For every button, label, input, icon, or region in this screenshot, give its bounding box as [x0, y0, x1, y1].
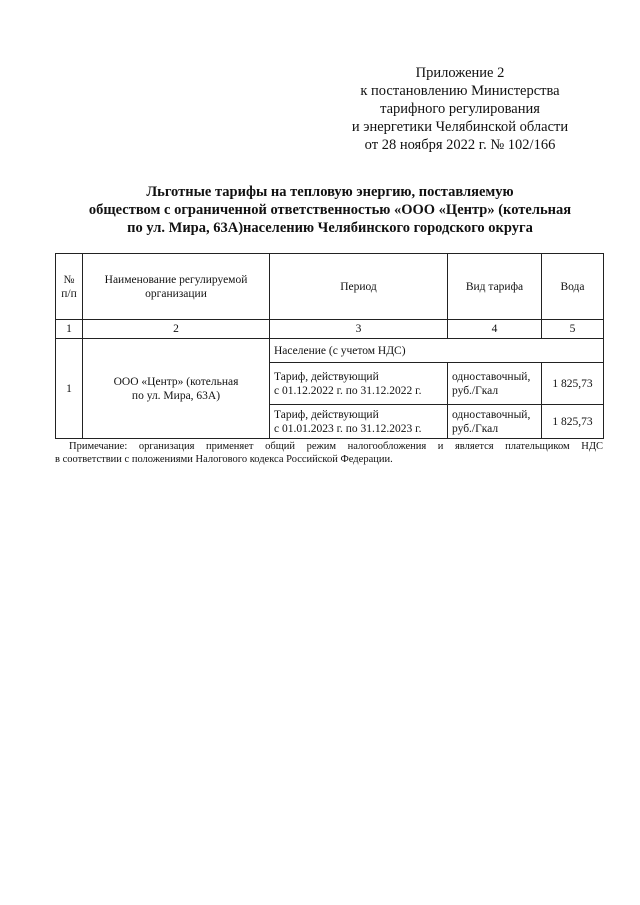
column-number: 2 — [83, 320, 270, 339]
organization-name: ООО «Центр» (котельная по ул. Мира, 63А) — [83, 339, 270, 439]
appendix-line: тарифного регулирования — [380, 101, 540, 117]
tariff-table — [55, 253, 604, 439]
footnote-line: в соответствии с положениями Налогового кодекса Российской Федерации. — [55, 454, 393, 465]
header-period: Период — [270, 254, 448, 320]
header-tariff-type: Вид тарифа — [448, 254, 542, 320]
appendix-line: от 28 ноября 2022 г. № 102/166 — [364, 137, 556, 153]
table-row — [56, 339, 604, 363]
header-number: № п/п — [56, 254, 83, 320]
column-number-row — [56, 320, 604, 339]
tariff-type-cell: одноставочный, руб./Гкал — [448, 363, 542, 405]
water-value: 1 825,73 — [542, 363, 604, 405]
period-cell: Тариф, действующий с 01.12.2022 г. по 31.12.2022 г. — [270, 363, 448, 405]
header-organization: Наименование регулируемой организации — [83, 254, 270, 320]
appendix-line: и энергетики Челябинской области — [351, 119, 569, 135]
appendix-line: Приложение 2 — [415, 65, 505, 81]
footnote-line: Примечание: организация применяет общий режим налогообложения и является плательщиком НДС — [69, 441, 603, 452]
column-number: 1 — [56, 320, 83, 339]
title-line: Льготные тарифы на тепловую энергию, поставляемую — [146, 184, 514, 200]
column-number: 5 — [542, 320, 604, 339]
header-water: Вода — [542, 254, 604, 320]
tariff-type-cell: одноставочный, руб./Гкал — [448, 405, 542, 439]
population-group: Население (с учетом НДС) — [270, 339, 604, 363]
column-number: 4 — [448, 320, 542, 339]
water-value: 1 825,73 — [542, 405, 604, 439]
footnote — [55, 440, 603, 466]
appendix-header — [330, 64, 590, 154]
period-cell: Тариф, действующий с 01.01.2023 г. по 31.12.2023 г. — [270, 405, 448, 439]
row-number: 1 — [56, 339, 83, 439]
column-number: 3 — [270, 320, 448, 339]
document-title — [40, 183, 620, 237]
title-line: обществом с ограниченной ответственностью «ООО «Центр» (котельная — [88, 202, 572, 218]
header-row — [56, 254, 604, 320]
appendix-line: к постановлению Министерства — [360, 83, 560, 99]
title-line: по ул. Мира, 63А)населению Челябинского городского округа — [127, 220, 533, 236]
